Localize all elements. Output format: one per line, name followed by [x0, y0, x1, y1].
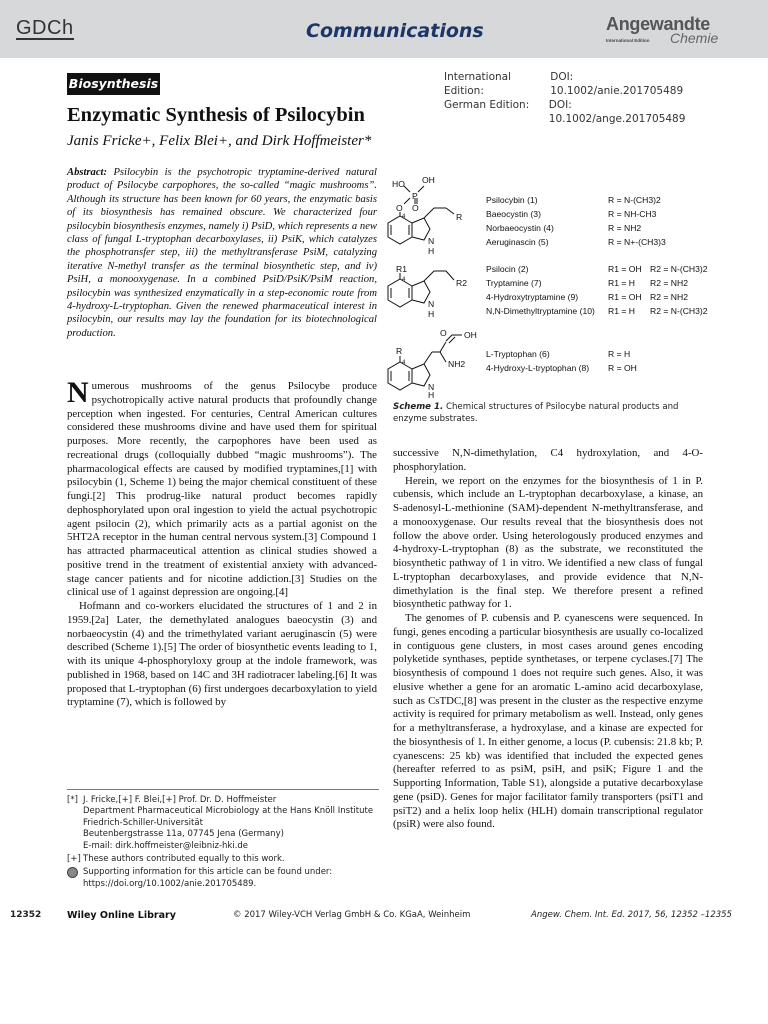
atom-label: N	[428, 299, 435, 309]
abstract	[67, 166, 377, 340]
footnote-divider	[67, 789, 379, 790]
supporting-info-text: Supporting information for this article can be found under:	[83, 867, 333, 878]
compound-substituent: R = NH2	[608, 223, 642, 233]
compound-substituent: R2 = N-(CH3)2	[650, 306, 708, 316]
affiliation-note	[67, 795, 379, 852]
scheme-caption-label: Scheme 1.	[393, 402, 444, 412]
compound-name: 4-Hydroxytryptamine (9)	[486, 292, 579, 302]
compound-substituent: R2 = NH2	[650, 292, 688, 302]
category-tag: Biosynthesis	[67, 73, 160, 95]
doi-row	[444, 70, 704, 98]
body-column-left	[67, 376, 377, 710]
abstract-text: Psilocybin is the psychotropic tryptamine-derived natural product of Psilocybe carpophores, the so-called “magic mushrooms”. Although its structure has been known for 60 years, the enzymatic basis of its biosynthesis has remained obscure. We characterized four psilocybin biosynthesis enzymes, namely i) PsiD, which represents a new class of fungal L-tryptophan decarboxylases, ii) PsiK, which catalyzes the phosphotransfer step, iii) the methyltransferase PsiM, catalyzing iterative N-methyl transfer as the terminal biosynthetic step, and iv) PsiH, a monooxygenase. In a combined PsiD/PsiK/PsiM reaction, psilocybin was synthesized enzymatically in a step-economic route from 4-hydroxy-L-tryptophan. Given the renewed pharmaceutical interest in psilocybin, our results may lay the foundation for its biotechnological production.	[67, 167, 377, 339]
paragraph: The genomes of P. cubensis and P. cyanescens were sequenced. In fungi, genes encoding a particular biosynthesis are usually co-localized in contiguous gene clusters, in most cases around genes encoding polyketide synthases, peptide synthetases, or terpene cyclases.[7] The biosynthesis of compound 1 does not require such genes. Also, it was elusive whether a gene for an aromatic L-amino acid decarboxylase, such as CsTDC,[8] was present in the cluster as the respective enzyme activity is required for primary metabolism as well. Instead, only genes for a methyltransferase, a hydroxylase, and a kinase are expected for the biosynthesis of 1. In either genome, a locus (P. cubensis: 21.8 kb; P. cyanescens: 25 kb) was identified that included the expected genes (hereafter referred to as psiM, psiH, and psiK; Figure 1 and the Supporting Information, Table S1), alongside a putative decarboxylase gene (psiD). Genes for major facilitator family transporters (psiT1 and psiT2) and a helix loop helix (HLH) domain transcriptional regulator (psiR) were also found.	[393, 612, 703, 831]
paragraph: successive N,N-dimethylation, C4 hydroxylation, and 4-O-phosphorylation.	[393, 447, 703, 473]
footnote-marker: [+]	[67, 854, 81, 865]
compound-name: Tryptamine (7)	[486, 278, 542, 288]
atom-label: P	[412, 191, 418, 201]
atom-label: R	[396, 346, 403, 356]
footnote-marker: [*]	[67, 795, 78, 805]
atom-label: R1	[396, 264, 407, 274]
wiley-online-library-link[interactable]: Wiley Online Library	[67, 910, 176, 921]
abstract-label: Abstract:	[67, 167, 108, 178]
compound-substituent: R1 = OH	[608, 264, 642, 274]
supporting-info-link[interactable]: https://doi.org/10.1002/anie.201705489.	[83, 878, 257, 889]
journal-logo-edition: International Edition	[606, 38, 650, 43]
compound-substituent: R1 = H	[608, 278, 635, 288]
gdch-logo: GDCh	[16, 17, 74, 39]
compound-name: N,N-Dimethyltryptamine (10)	[486, 306, 595, 316]
atom-label: R	[456, 212, 463, 222]
paragraph: Hofmann and co-workers elucidated the structures of 1 and 2 in 1959.[2a] Later, the demethylated analogues baeocystin (3) and norbaeocystin (4) and the trimethylated variant aeruginascin (5) were described (Scheme 1).[5] The order of biosynthetic events leading to 1, with its unique 4-phosphoryloxy group at the indole framework, was published in 1968, based on 14C and 3H radiotracer labeling.[6] It was proposed that L-tryptophan (6) first undergoes decarboxylation to yield tryptamine (7), which is followed by	[67, 600, 377, 709]
paragraph-text: umerous mushrooms of the genus Psilocybe produce psychotropically active natural products that profoundly change perception when ingested. For centuries, Central American cultures considered these mushrooms divine and have used them for spiritual purposes. More recently, the carpophores have been used as recreational drugs (colloquially dubbed “magic mushrooms”). The pharmacological effects are caused by modified tryptamines,[1] with psilocybin (1, Scheme 1) being the major chemical constituent of these fungi.[2] This prodrug-like natural product becomes rapidly dephosphorylated upon oral ingestion to yield the actual psychotropic agent psilocin (2), which primarily acts as a partial agonist on the 5HT2A receptor in the human central nervous system.[3] Compound 1 has attracted pharmaceutical attention as clinical studies showed a positive trend in the treatment of existential anxiety with advanced-stage cancer patients and for nicotine addiction.[3] Studies on the clinical use of 1 against depression are ongoing.[4]	[67, 380, 377, 599]
compound-substituent: R = H	[608, 349, 631, 359]
compound-name: Psilocybin (1)	[486, 195, 538, 205]
doi-row	[444, 98, 704, 126]
doi-label: German Edition:	[444, 99, 530, 111]
doi-block	[444, 70, 704, 126]
atom-label: NH2	[448, 359, 466, 369]
compound-substituent: R1 = OH	[608, 292, 642, 302]
paragraph	[67, 376, 377, 600]
affiliation-line: Beutenbergstrasse 11a, 07745 Jena (Germany)	[83, 829, 284, 840]
supporting-info-note	[67, 867, 379, 890]
atom-label: H	[428, 246, 435, 256]
drop-cap: N	[67, 376, 89, 409]
page-footer	[0, 908, 768, 924]
equal-contribution-text: These authors contributed equally to this work.	[83, 854, 285, 865]
compound-name: 4-Hydroxy-L-tryptophan (8)	[486, 363, 590, 373]
atom-label: OH	[464, 330, 477, 340]
body-column-right	[393, 447, 703, 832]
compound-substituent: R2 = N-(CH3)2	[650, 264, 708, 274]
journal-reference: Angew. Chem. Int. Ed. 2017, 56, 12352 –12355	[531, 910, 732, 920]
email-link[interactable]: E-mail: dirk.hoffmeister@leibniz-hki.de	[83, 840, 249, 851]
atom-label: HO	[392, 179, 405, 189]
compound-name: L-Tryptophan (6)	[486, 349, 550, 359]
atom-label: N	[428, 382, 435, 392]
atom-label: 4	[402, 360, 406, 366]
atom-label: O	[412, 203, 419, 213]
atom-label: OH	[422, 175, 435, 185]
compound-substituent: R = N+-(CH3)3	[608, 237, 666, 247]
atom-label: O	[396, 203, 403, 213]
atom-label: 4	[402, 214, 406, 220]
globe-icon	[67, 867, 78, 878]
paragraph: Herein, we report on the enzymes for the biosynthesis of 1 in P. cubensis, which include an L-tryptophan decarboxylase, a kinase, an S-adenosyl-L-methionine (SAM)-dependent N-methyltransferase, and a monooxygenase. Our results reveal that the biosynthesis does not follow the above order. Using heterologously produced enzymes and 4-hydroxy-L-tryptophan (8) as the substrate, we reconstituted the biosynthetic pathway of 1 in vitro. We identified a new class of fungal L-tryptophan decarboxylases, and provide evidence that N,N-dimethylation is the final step. We therefore present a refined biosynthetic pathway for 1.	[393, 474, 703, 611]
compound-substituent: R = N-(CH3)2	[608, 195, 661, 205]
doi-value[interactable]: DOI: 10.1002/ange.201705489	[548, 99, 686, 125]
atom-label: 4	[402, 277, 406, 283]
scheme-1	[380, 168, 710, 398]
atom-label: O	[440, 328, 447, 338]
journal-logo-sub: Chemie	[670, 30, 719, 46]
doi-value[interactable]: DOI: 10.1002/anie.201705489	[550, 71, 684, 97]
angewandte-logo	[604, 14, 754, 50]
affiliation-line: Department Pharmaceutical Microbiology at the Hans Knöll Institute	[83, 806, 374, 817]
atom-label: R2	[456, 278, 467, 288]
compound-name: Psilocin (2)	[486, 264, 529, 274]
footnotes	[67, 795, 379, 892]
author-list: Janis Fricke+, Felix Blei+, and Dirk Hoffmeister*	[67, 133, 372, 149]
scheme-caption	[393, 402, 703, 425]
affiliation-line: J. Fricke,[+] F. Blei,[+] Prof. Dr. D. Hoffmeister	[83, 795, 277, 805]
article-title: Enzymatic Synthesis of Psilocybin	[67, 104, 365, 126]
journal-logo-main: Angewandte	[606, 14, 711, 34]
affiliation-line: Friedrich-Schiller-Universität	[83, 817, 203, 828]
section-title: Communications	[306, 20, 484, 42]
doi-label: International Edition:	[444, 71, 512, 97]
compound-substituent: R = NH-CH3	[608, 209, 657, 219]
compound-substituent: R1 = H	[608, 306, 635, 316]
scheme-caption-text: Chemical structures of Psilocybe natural products and enzyme substrates.	[393, 402, 679, 424]
compound-name: Aeruginascin (5)	[486, 237, 549, 247]
equal-contribution-note	[67, 854, 379, 865]
compound-name: Baeocystin (3)	[486, 209, 541, 219]
compound-substituent: R2 = NH2	[650, 278, 688, 288]
copyright-notice: © 2017 Wiley-VCH Verlag GmbH & Co. KGaA, Weinheim	[233, 910, 471, 920]
page-number: 12352	[10, 910, 42, 920]
atom-label: N	[428, 236, 435, 246]
compound-substituent: R = OH	[608, 363, 637, 373]
compound-name: Norbaeocystin (4)	[486, 223, 554, 233]
atom-label: H	[428, 390, 435, 400]
atom-label: H	[428, 309, 435, 319]
journal-header-bar	[0, 0, 768, 58]
